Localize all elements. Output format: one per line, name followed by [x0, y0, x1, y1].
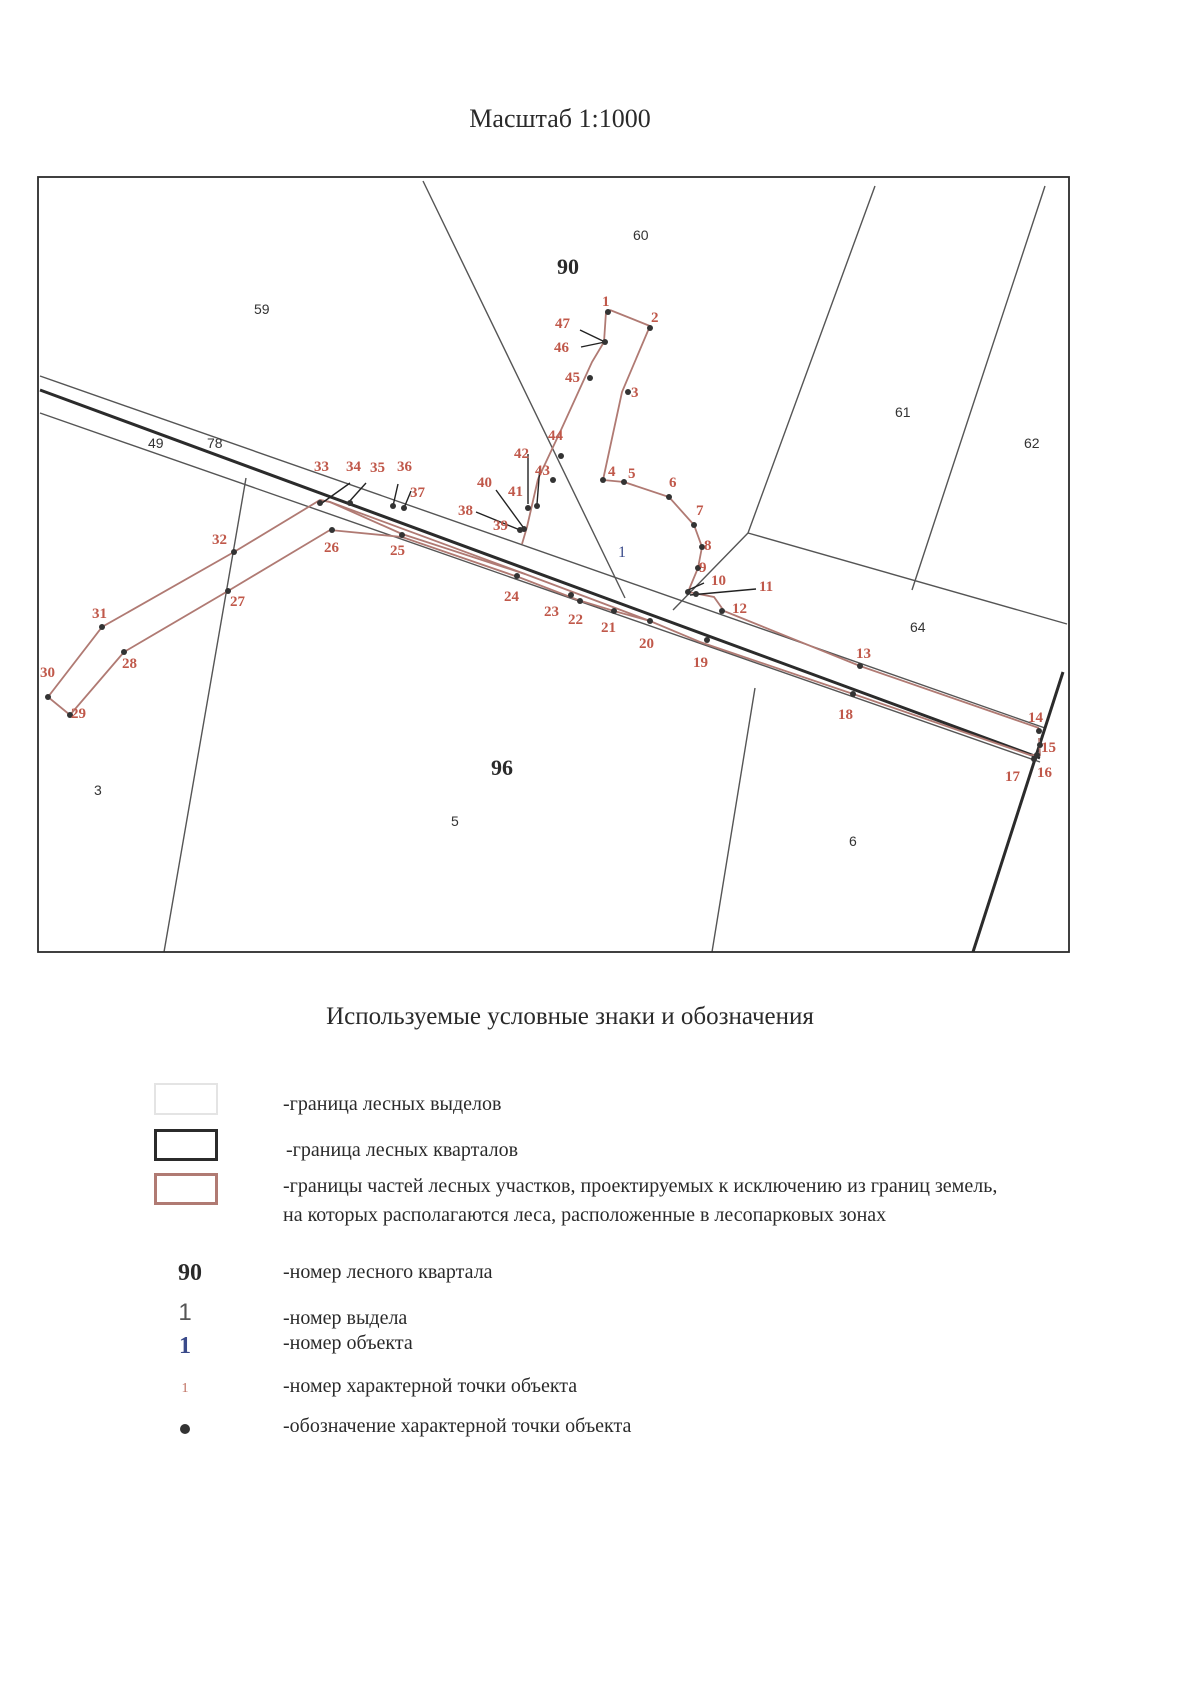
subdivision-boundaries: [40, 181, 1067, 952]
point-label: 43: [535, 463, 550, 479]
point-label: 13: [856, 646, 871, 662]
legend-item-quarter-number: [150, 1256, 1050, 1296]
legend-item-object-number: [150, 1329, 1050, 1369]
legend-item-label: -граница лесных кварталов: [286, 1139, 519, 1161]
subdivision-label: 60: [633, 227, 649, 243]
point-label: 29: [71, 706, 86, 722]
legend-item-label: -границы частей лесных участков, проектируемых к исключению из границ земель, на которых располагаются леса, расположенные в лесопарковых зонах: [283, 1175, 998, 1226]
legend-item-point-number: [150, 1372, 1050, 1412]
legend-item-point-marker: [150, 1412, 1050, 1452]
subdivision-label: 59: [254, 301, 270, 317]
point-label: 24: [504, 589, 519, 605]
subdivision-label: 61: [895, 404, 911, 420]
point-label: 30: [40, 665, 55, 681]
subdivision-label: 6: [849, 833, 857, 849]
point-label: 34: [346, 459, 361, 475]
point-label: 16: [1037, 765, 1052, 781]
object-label: 1: [618, 544, 626, 561]
point-label: 19: [693, 655, 708, 671]
point-label: 37: [410, 485, 425, 501]
quarter-number-symbol: 90: [178, 1259, 202, 1286]
scale-title: Масштаб 1:1000: [469, 104, 651, 133]
point-label: 4: [608, 464, 616, 480]
point-label: 1: [602, 294, 610, 310]
point-label: 2: [651, 310, 659, 326]
point-label: 33: [314, 459, 329, 475]
legend-item-label: -номер объекта: [283, 1332, 413, 1354]
subdivision-label: 5: [451, 813, 459, 829]
point-label: 17: [1005, 769, 1020, 785]
subdivision-label: 49: [148, 435, 164, 451]
object-number-symbol: 1: [179, 1332, 191, 1359]
subdivision-label: 64: [910, 619, 926, 635]
point-label: 21: [601, 620, 616, 636]
point-number-symbol: 1: [181, 1381, 189, 1396]
point-label: 31: [92, 606, 107, 622]
legend-item-label: -обозначение характерной точки объекта: [283, 1415, 632, 1437]
object-boundary: [48, 310, 1040, 755]
point-label: 44: [548, 428, 563, 444]
legend-item-label: -граница лесных выделов: [283, 1093, 502, 1115]
point-label: 5: [628, 466, 636, 482]
legend-title: Используемые условные знаки и обозначения: [326, 1003, 814, 1030]
point-label: 22: [568, 612, 583, 628]
legend-item-label: -номер характерной точки объекта: [283, 1375, 578, 1397]
point-label: 25: [390, 543, 405, 559]
point-label: 46: [554, 340, 569, 356]
point-label: 9: [699, 560, 707, 576]
point-label: 20: [639, 636, 654, 652]
point-label: 26: [324, 540, 339, 556]
point-label: 47: [555, 316, 570, 332]
point-label: 11: [759, 579, 774, 595]
quarter-boundaries: [40, 390, 1063, 952]
point-label: 32: [212, 532, 227, 548]
point-label: 3: [631, 385, 639, 401]
point-label: 45: [565, 370, 580, 386]
point-label: 10: [711, 573, 726, 589]
subdivision-label: 62: [1024, 435, 1040, 451]
point-label: 36: [397, 459, 412, 475]
point-label: 42: [514, 446, 529, 462]
legend-item-label: -номер лесного квартала: [283, 1261, 493, 1283]
quarter-label: 96: [491, 755, 513, 780]
point-label: 39: [493, 518, 508, 534]
subdivision-label: 3: [94, 782, 102, 798]
point-label: 38: [458, 503, 473, 519]
legend-item-label: -номер выдела: [283, 1307, 408, 1329]
point-label: 18: [838, 707, 853, 723]
point-label: 35: [370, 460, 385, 476]
point-label: 23: [544, 604, 559, 620]
quarter-label: 90: [557, 254, 579, 279]
point-label: 27: [230, 594, 245, 610]
point-label: 8: [704, 538, 712, 554]
point-markers: [45, 309, 1043, 762]
point-label: 28: [122, 656, 137, 672]
point-label: 14: [1028, 710, 1043, 726]
subdivision-label: 78: [207, 435, 223, 451]
map-frame: [38, 177, 1069, 952]
point-label: 7: [696, 503, 704, 519]
point-label: 15: [1041, 740, 1056, 756]
point-label: 12: [732, 601, 747, 617]
subdivision-number-symbol: 1: [178, 1299, 192, 1326]
subdivision-boundary-symbol: [150, 1082, 222, 1116]
point-marker-symbol: [150, 1412, 220, 1446]
legend-item-subdivision-boundary: [150, 1082, 1050, 1122]
object-boundary-symbol: [150, 1172, 222, 1206]
legend-item-object-boundary: [150, 1172, 1050, 1262]
point-label: 41: [508, 484, 523, 500]
quarter-boundary-symbol: [150, 1128, 222, 1162]
point-label: 40: [477, 475, 492, 491]
legend-item-quarter-boundary: [150, 1128, 1050, 1168]
point-label: 6: [669, 475, 677, 491]
